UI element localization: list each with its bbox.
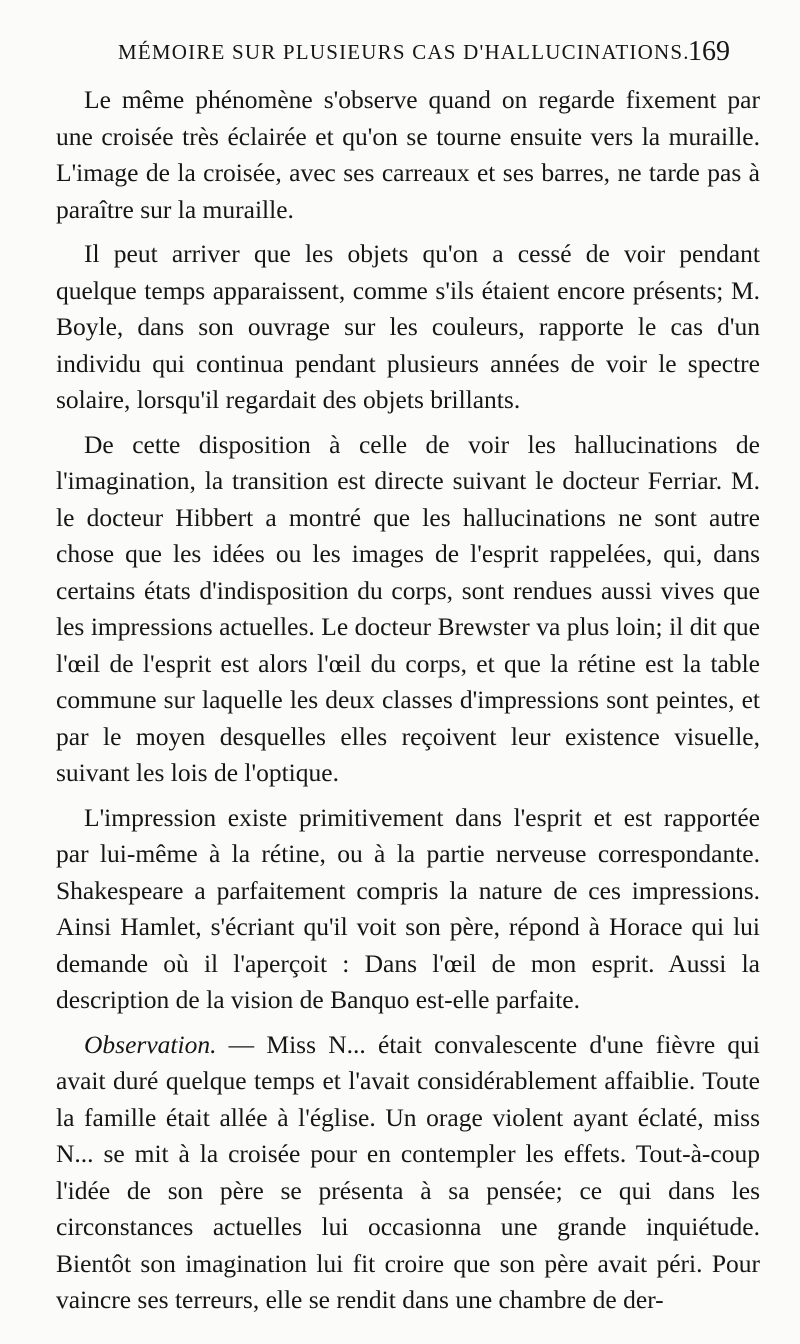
paragraph-4: L'impression existe primitivement dans l'esprit et est rapportée par lui-même à la rétine, ou à la partie nerveuse correspondante. Shakespeare a parfaitement compris la nature de ces impressions. Ainsi Hamlet, s'écriant qu'il voit son père, répond à Horace qui lui demande où il l'aperçoit : Dans l'œil de mon esprit. Aussi la description de la vision de Banquo est-elle parfaite. bbox=[56, 802, 760, 1014]
observation-heading: Observation. bbox=[84, 1029, 217, 1059]
running-title: MÉMOIRE SUR PLUSIEURS CAS D'HALLUCINATIONS. bbox=[118, 40, 690, 64]
body-text bbox=[56, 82, 760, 1319]
paragraph-2: Il peut arriver que les objets qu'on a cessé de voir pendant quelque temps apparaissent, comme s'ils étaient encore présents; M. Boyle, dans son ouvrage sur les couleurs, rapporte le cas d'un individu qui continua pendant plusieurs années de voir le spectre solaire, lorsqu'il regardait des objets brillants. bbox=[56, 239, 760, 414]
running-header bbox=[56, 36, 760, 82]
paragraph-5 bbox=[56, 1027, 760, 1319]
paragraph-1: Le même phénomène s'observe quand on regarde fixement par une croisée très éclairée et qu'on se tourne ensuite vers la muraille. L'image de la croisée, avec ses carreaux et ses barres, ne tarde pas à paraître sur la muraille. bbox=[56, 85, 760, 224]
observation-text: — Miss N... était convalescente d'une fièvre qui avait duré quelque temps et l'avait considérablement affaiblie. Toute la famille était allée à l'église. Un orage violent ayant éclaté, miss N... se mit à la croisée pour en contempler les effets. Tout-à-coup l'idée de son père se présenta à sa pensée; ce qui dans les circonstances actuelles lui occasionna une grande inquiétude. Bientôt son imagination lui fit croire que son père avait péri. Pour vaincre ses terreurs, elle se rendit dans une chambre de der- bbox=[56, 1029, 760, 1314]
page-number: 169 bbox=[688, 36, 730, 67]
paragraph-3: De cette disposition à celle de voir les hallucinations de l'imagination, la transition est directe suivant le docteur Ferriar. M. le docteur Hibbert a montré que les hallucinations ne sont autre chose que les idées ou les images de l'esprit rappelées, qui, dans certains états d'indisposition du corps, sont rendues aussi vives que les impressions actuelles. Le docteur Brewster va plus loin; il dit que l'œil de l'esprit est alors l'œil du corps, et que la rétine est la table commune sur laquelle les deux classes d'impressions sont peintes, et par le moyen desquelles elles reçoivent leur existence visuelle, suivant les lois de l'optique. bbox=[56, 429, 760, 787]
